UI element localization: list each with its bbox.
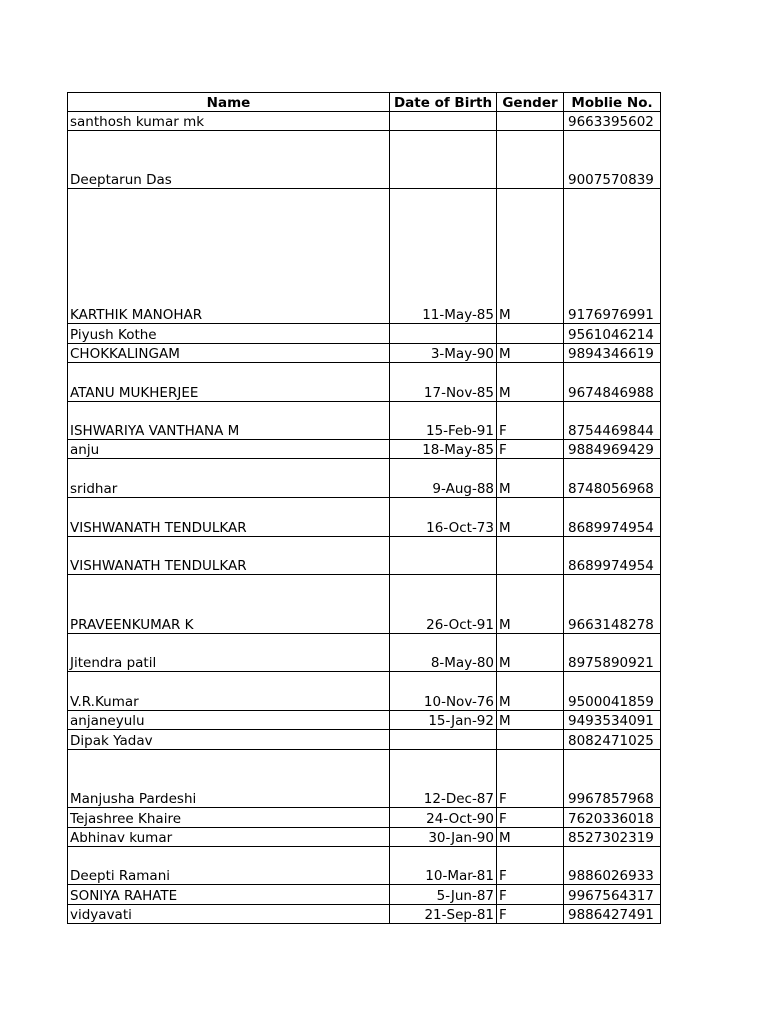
mobile-cell: 9493534091 — [564, 711, 661, 730]
date-of-birth-cell — [390, 131, 497, 189]
contacts-table — [67, 92, 661, 924]
mobile-cell: 7620336018 — [564, 808, 661, 828]
table-row — [68, 905, 661, 924]
date-of-birth-cell: 30-Jan-90 — [390, 828, 497, 847]
date-of-birth-cell: 15-Feb-91 — [390, 402, 497, 440]
header-name: Name — [68, 93, 390, 112]
table-row — [68, 672, 661, 711]
date-of-birth-cell: 5-Jun-87 — [390, 885, 497, 905]
mobile-cell: 9176976991 — [564, 189, 661, 324]
mobile-cell: 9894346619 — [564, 344, 661, 363]
date-of-birth-cell — [390, 112, 497, 131]
date-of-birth-cell: 24-Oct-90 — [390, 808, 497, 828]
name-cell: VISHWANATH TENDULKAR — [68, 498, 390, 537]
mobile-cell: 8527302319 — [564, 828, 661, 847]
date-of-birth-cell: 9-Aug-88 — [390, 459, 497, 498]
name-cell: V.R.Kumar — [68, 672, 390, 711]
table-row — [68, 440, 661, 459]
date-of-birth-cell — [390, 537, 497, 575]
mobile-cell: 9674846988 — [564, 363, 661, 402]
table-row — [68, 363, 661, 402]
gender-cell: F — [497, 905, 564, 924]
date-of-birth-cell: 16-Oct-73 — [390, 498, 497, 537]
gender-cell: M — [497, 711, 564, 730]
date-of-birth-cell — [390, 324, 497, 344]
mobile-cell: 9500041859 — [564, 672, 661, 711]
name-cell: Tejashree Khaire — [68, 808, 390, 828]
mobile-cell: 8689974954 — [564, 537, 661, 575]
gender-cell: F — [497, 847, 564, 885]
gender-cell: F — [497, 808, 564, 828]
name-cell: Abhinav kumar — [68, 828, 390, 847]
name-cell: KARTHIK MANOHAR — [68, 189, 390, 324]
mobile-cell: 9007570839 — [564, 131, 661, 189]
mobile-cell: 8689974954 — [564, 498, 661, 537]
gender-cell: M — [497, 634, 564, 672]
mobile-cell: 9663395602 — [564, 112, 661, 131]
gender-cell: M — [497, 344, 564, 363]
name-cell: Jitendra patil — [68, 634, 390, 672]
name-cell: ATANU MUKHERJEE — [68, 363, 390, 402]
table-row — [68, 189, 661, 324]
mobile-cell: 9884969429 — [564, 440, 661, 459]
header-mobile: Moblie No. — [564, 93, 661, 112]
mobile-cell: 9663148278 — [564, 575, 661, 634]
name-cell: Manjusha Pardeshi — [68, 750, 390, 808]
mobile-cell: 9967857968 — [564, 750, 661, 808]
name-cell: PRAVEENKUMAR K — [68, 575, 390, 634]
table-row — [68, 324, 661, 344]
date-of-birth-cell: 21-Sep-81 — [390, 905, 497, 924]
mobile-cell: 9967564317 — [564, 885, 661, 905]
gender-cell: F — [497, 885, 564, 905]
table-row — [68, 459, 661, 498]
table-row — [68, 750, 661, 808]
date-of-birth-cell: 11-May-85 — [390, 189, 497, 324]
date-of-birth-cell: 10-Mar-81 — [390, 847, 497, 885]
date-of-birth-cell: 17-Nov-85 — [390, 363, 497, 402]
date-of-birth-cell: 26-Oct-91 — [390, 575, 497, 634]
gender-cell: M — [497, 363, 564, 402]
name-cell: Piyush Kothe — [68, 324, 390, 344]
gender-cell — [497, 324, 564, 344]
date-of-birth-cell: 10-Nov-76 — [390, 672, 497, 711]
table-row — [68, 575, 661, 634]
date-of-birth-cell — [390, 730, 497, 750]
gender-cell: M — [497, 189, 564, 324]
gender-cell — [497, 730, 564, 750]
date-of-birth-cell: 12-Dec-87 — [390, 750, 497, 808]
table-row — [68, 808, 661, 828]
name-cell: Deeptarun Das — [68, 131, 390, 189]
mobile-cell: 9886026933 — [564, 847, 661, 885]
gender-cell: M — [497, 672, 564, 711]
table-row — [68, 112, 661, 131]
table-row — [68, 847, 661, 885]
header-date-of-birth: Date of Birth — [390, 93, 497, 112]
name-cell: VISHWANATH TENDULKAR — [68, 537, 390, 575]
header-gender: Gender — [497, 93, 564, 112]
gender-cell: M — [497, 575, 564, 634]
table-row — [68, 634, 661, 672]
name-cell: ISHWARIYA VANTHANA M — [68, 402, 390, 440]
gender-cell: M — [497, 498, 564, 537]
table-row — [68, 730, 661, 750]
gender-cell: M — [497, 828, 564, 847]
name-cell: Deepti Ramani — [68, 847, 390, 885]
table-row — [68, 402, 661, 440]
table-row — [68, 537, 661, 575]
date-of-birth-cell: 8-May-80 — [390, 634, 497, 672]
mobile-cell: 8975890921 — [564, 634, 661, 672]
name-cell: SONIYA RAHATE — [68, 885, 390, 905]
table-row — [68, 711, 661, 730]
mobile-cell: 8754469844 — [564, 402, 661, 440]
mobile-cell: 8748056968 — [564, 459, 661, 498]
gender-cell — [497, 112, 564, 131]
header-row — [68, 93, 661, 112]
name-cell: CHOKKALINGAM — [68, 344, 390, 363]
date-of-birth-cell: 18-May-85 — [390, 440, 497, 459]
name-cell: vidyavati — [68, 905, 390, 924]
gender-cell: F — [497, 402, 564, 440]
name-cell: santhosh kumar mk — [68, 112, 390, 131]
date-of-birth-cell: 3-May-90 — [390, 344, 497, 363]
gender-cell: F — [497, 440, 564, 459]
gender-cell — [497, 131, 564, 189]
gender-cell — [497, 537, 564, 575]
table-body — [68, 112, 661, 924]
gender-cell: F — [497, 750, 564, 808]
table-row — [68, 498, 661, 537]
date-of-birth-cell: 15-Jan-92 — [390, 711, 497, 730]
gender-cell: M — [497, 459, 564, 498]
mobile-cell: 9886427491 — [564, 905, 661, 924]
name-cell: anju — [68, 440, 390, 459]
table-row — [68, 828, 661, 847]
name-cell: anjaneyulu — [68, 711, 390, 730]
mobile-cell: 8082471025 — [564, 730, 661, 750]
mobile-cell: 9561046214 — [564, 324, 661, 344]
table-row — [68, 885, 661, 905]
table-row — [68, 344, 661, 363]
name-cell: sridhar — [68, 459, 390, 498]
name-cell: Dipak Yadav — [68, 730, 390, 750]
table-row — [68, 131, 661, 189]
